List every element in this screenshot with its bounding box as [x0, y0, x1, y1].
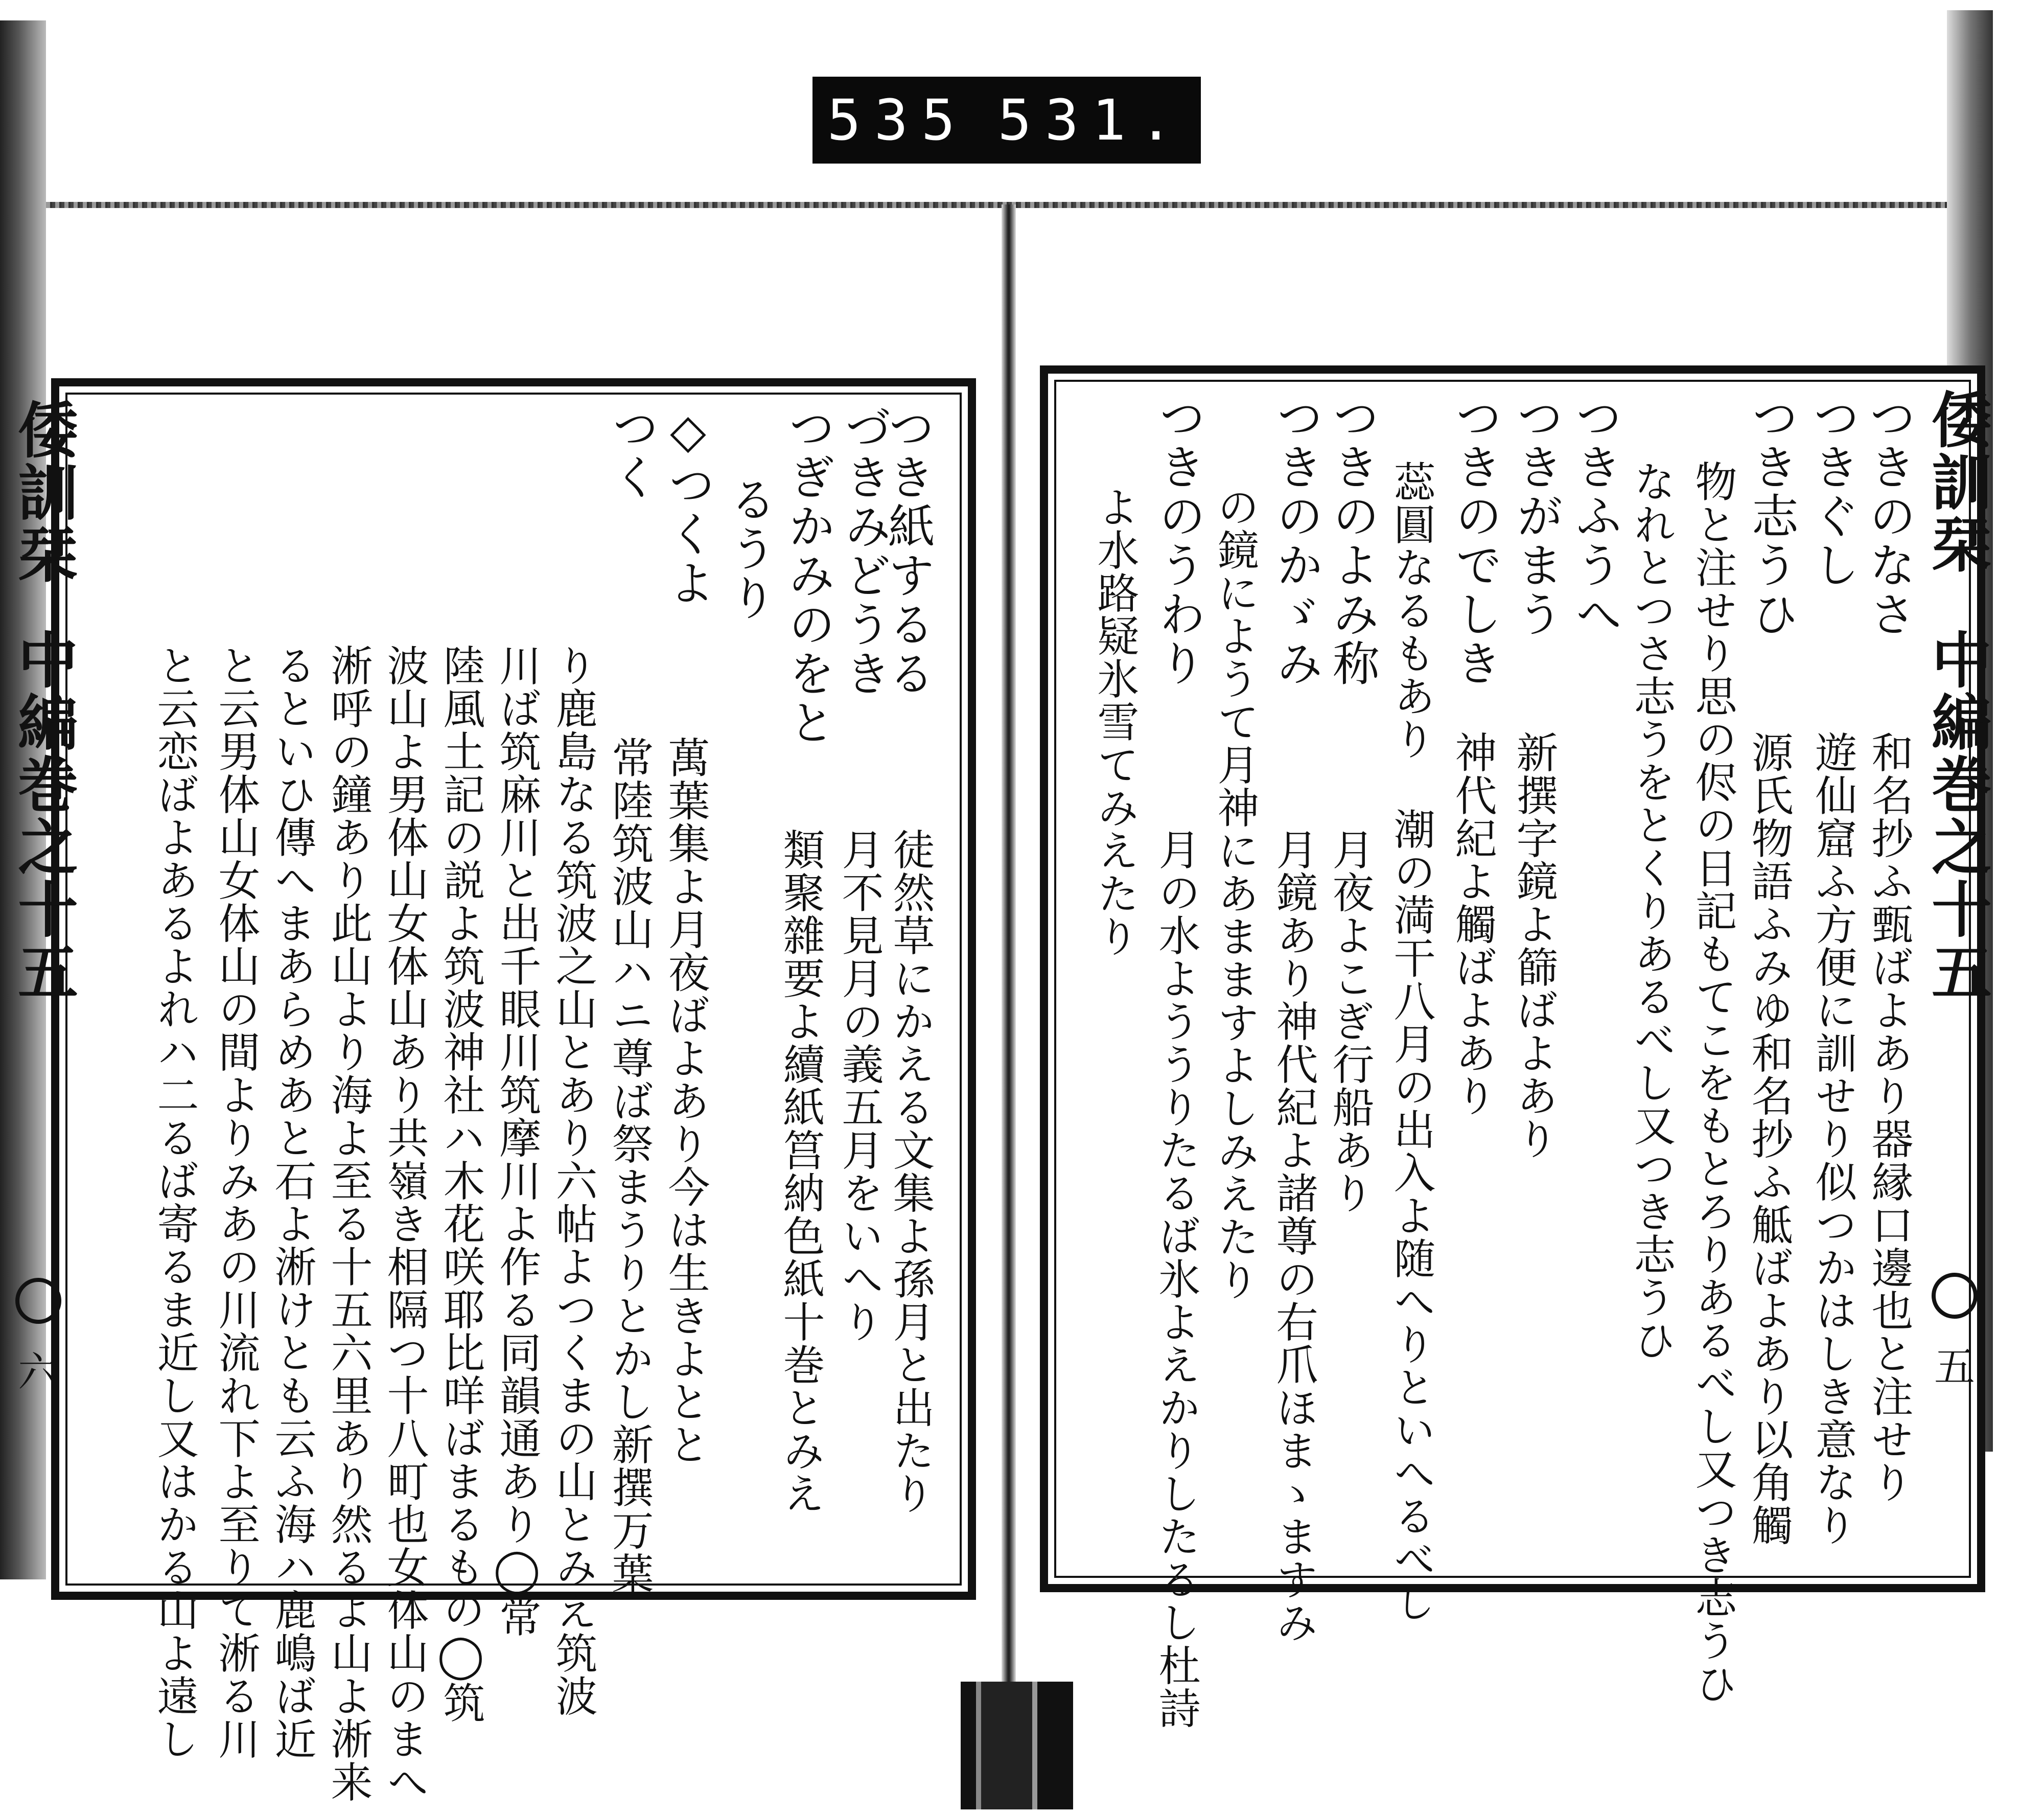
left-column-6: つく	[605, 404, 659, 502]
left-column-5: ◇つくよ	[661, 404, 715, 608]
archive-label-strip	[812, 77, 1201, 164]
right-column-8: つきのでしき	[1448, 394, 1502, 688]
left-column-8: 月不見月の義五月をいへり	[835, 828, 884, 1343]
left-page-title: 倭訓栞	[8, 399, 79, 586]
left-column-3: つぎかみのをと	[781, 404, 835, 747]
left-page-volume: 中編巻之十五	[8, 629, 79, 1003]
right-column-3: つき志うひ	[1744, 394, 1799, 639]
right-column-16: 遊仙窟ふ方便に訓せり似つかはしき意なり	[1808, 731, 1857, 1547]
right-page-volume: 中編巻之十五	[1921, 629, 1992, 1003]
right-column-15: 和名抄ふ甄ばよあり器縁口邊也と注せり	[1865, 731, 1913, 1504]
right-page-number: 五	[1934, 1343, 1975, 1391]
right-column-1: つきのなさ	[1862, 394, 1916, 639]
left-column-16: 淅呼の鐘あり此山より海よ至る十五六里あり然るよ山よ淅来	[324, 644, 373, 1803]
left-column-14: 陸風土記の説よ筑波神社ハ木花咲耶比咩ばまるもの◯筑	[436, 644, 485, 1724]
right-page-number-circle	[1932, 1273, 1978, 1319]
left-column-2: づきみどうき	[837, 404, 892, 698]
gutter-bottom-binding	[961, 1682, 1073, 1809]
left-column-12: り鹿島なる筑波之山とあり六帖よつくまの山とみえ筑波	[549, 644, 597, 1717]
left-page-number-circle	[15, 1278, 61, 1324]
left-column-11: 常陸筑波山ハニ尊ば祭まうりとかし新撰万葉	[605, 736, 654, 1595]
right-column-7: つきがまう	[1509, 394, 1564, 639]
left-column-17: るといひ傳へまあらめあと石よ淅けとも云ふ海ハ鹿嶋ば近	[268, 644, 316, 1760]
left-column-9: 類聚雜要よ續紙筥納色紙十巻とみえ	[776, 828, 825, 1515]
right-page-title: 倭訓栞	[1921, 388, 1992, 576]
right-column-4: 物と注せり思の侭の日記もてこをもとろりあるべし又つき志うひ	[1688, 460, 1737, 1705]
right-column-20: 潮の満干八月の出入よ随へりといへるべし	[1387, 808, 1435, 1623]
left-column-4: るうり	[722, 475, 777, 623]
right-column-22: 月鏡あり神代紀よ諸尊の右爪ほまゝますみ	[1269, 828, 1318, 1644]
left-page-number: 六	[18, 1348, 59, 1396]
archive-number-left: 535	[827, 87, 969, 153]
left-column-13: 川ば筑麻川と出千眼川筑摩川よ作る同韻通あり◯常	[493, 644, 541, 1638]
right-column-10: つきのよみ称	[1325, 394, 1380, 688]
right-column-5: なれとつさ志うをとくりあるべし又つき志うひ	[1627, 460, 1676, 1362]
right-column-18: 新撰字鏡よ篩ばよあり	[1509, 731, 1558, 1160]
right-column-9: 蕊圓なるもあり	[1387, 460, 1435, 761]
left-column-18: と云男体山女体山の間よりみあの川流れ下よ至りて淅る川	[212, 644, 260, 1760]
right-column-21: 月夜よこぎ行船あり	[1326, 828, 1374, 1214]
right-column-2: つきぐし	[1805, 394, 1860, 590]
right-column-11: つきのかゞみ	[1269, 394, 1323, 688]
left-column-19: と云恋ばよあるよれハ二るば寄るま近し又はかる山よ遠し	[150, 644, 199, 1760]
center-gutter	[1002, 204, 1016, 1697]
right-column-19: 神代紀よ觸ばよあり	[1448, 731, 1497, 1117]
right-column-13: つきのうわり	[1151, 394, 1206, 688]
right-column-6: つきふうへ	[1568, 394, 1622, 639]
left-column-15: 波山よ男体山女体山あり共嶺き相隔つ十八町也女体山のまへ	[380, 644, 429, 1803]
right-column-17: 源氏物語ふみゆ和名抄ふ觝ばよあり以角觸	[1745, 731, 1793, 1547]
right-column-23: 月の水よううりたるば氷よえかりしたるし杜詩	[1152, 828, 1200, 1730]
left-column-1: つき紙するる	[880, 404, 935, 698]
left-column-7: 徒然草にかえる文集よ孫月と出たり	[886, 828, 935, 1515]
right-column-14: よ水路疑氷雪てみえたり	[1090, 486, 1139, 958]
right-column-12: の鏡にようて月神にあまますよしみえたり	[1211, 486, 1259, 1301]
left-column-10: 萬葉集よ月夜ばよあり今は生きよとと	[661, 736, 710, 1466]
archive-number-right: 531.	[997, 87, 1187, 153]
